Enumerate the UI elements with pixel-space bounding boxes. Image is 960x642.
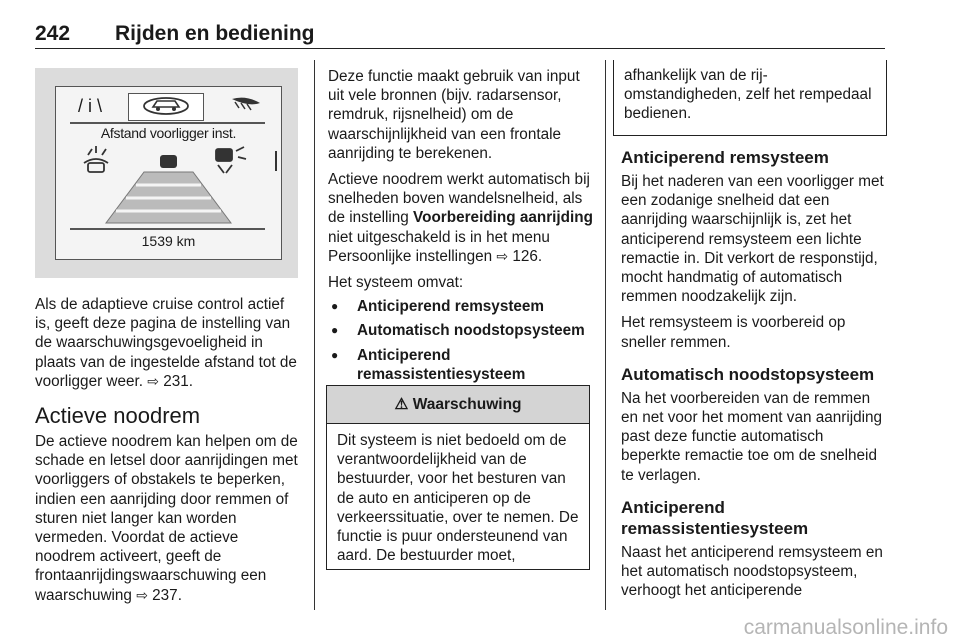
setting-name: Voorbereiding aanrijding	[413, 209, 593, 227]
column-divider-1	[314, 60, 315, 610]
heading-anticiperend-remsysteem: Anticiperend remsysteem	[621, 148, 829, 167]
list-item: ● Anticiperend remassistentiesysteem	[328, 346, 594, 384]
instrument-display-figure	[35, 68, 298, 278]
paragraph: Het remsysteem is voorbereid op sneller remmen.	[621, 314, 846, 351]
column-2	[328, 67, 594, 390]
actieve-noodrem-paragraph: De actieve noodrem kan helpen om de schade en letsel door aanrijdingen met voorliggers of obstakels te beperken, indien een aanrijding door remmen of sturen niet langer kan worden vermeden. Voordat de actieve noodrem activeert, geeft de frontaanrijdingswaarschuwing een waarschuwing ⇨ 237.	[35, 433, 298, 604]
warning-box	[326, 385, 590, 570]
car-distance-tab-icon	[128, 93, 204, 121]
page-number: 242	[35, 22, 71, 45]
page-ref-icon: ⇨	[147, 372, 159, 389]
warning-box-continued	[613, 60, 887, 136]
odometer-readout: 1539 km	[141, 233, 196, 249]
column-divider-2	[605, 60, 606, 610]
warning-header	[327, 386, 589, 424]
display-tabs	[56, 93, 281, 121]
heading-automatisch-noodstopsysteem: Automatisch noodstopsysteem	[621, 364, 875, 384]
page-header	[35, 18, 885, 48]
list-item: ● Automatisch noodstopsysteem	[328, 321, 594, 340]
warning-text: Dit systeem is niet bedoeld om de verantwoordelijkheid van de bestuurder, voor het besturen van de auto en anticiperen op de verkeerssituatie, over te nemen. De functie is puur ondersteunend van aard. De bestuurder moet,	[337, 432, 579, 565]
column-1	[35, 295, 300, 612]
display-label: Afstand voorligger inst.	[100, 125, 237, 141]
distance-graphic-icon	[56, 145, 281, 229]
display-divider-top	[70, 122, 265, 124]
column-3	[621, 147, 887, 607]
paragraph: Naast het anticiperend remsysteem en het automatisch noodstopsysteem, verhoogt het anticiperende	[621, 543, 883, 600]
display-screen	[55, 86, 282, 260]
warning-triangle-icon: ⚠	[394, 396, 409, 413]
system-intro: Het systeem omvat:	[328, 274, 464, 292]
watermark: carmanualsonline.info	[743, 616, 948, 639]
paragraph: Bij het naderen van een voorligger met een zodanige snelheid dat een aanrijding waarschijnlijk is, zet het anticiperend remsysteem een lichte remactie in. Dit verkort de responstijd, mocht handmatig of automatisch remmen noodzakelijk zijn.	[621, 173, 884, 306]
page-ref-icon: ⇨	[136, 586, 148, 603]
system-list	[328, 297, 594, 384]
section-heading-actieve-noodrem: Actieve noodrem	[35, 403, 201, 429]
paragraph: Na het voorbereiden van de remmen en net voor het moment van aanrijding past deze functie automatisch beperkte remactie toe om de snelheid te verlagen.	[621, 389, 883, 484]
info-tab-icon: / i \	[77, 96, 102, 116]
intro-paragraph: Als de adaptieve cruise control actief is, geeft deze pagina de instelling van de waarschuwingsgevoeligheid in plaats van de ingestelde afstand tot de voorligger weer. ⇨ 231.	[35, 296, 297, 390]
function-paragraph: Deze functie maakt gebruik van input uit vele bronnen (bijv. radarsensor, remdruk, rijsnelheid) om de waarschijnlijkheid van een frontale aanrijding te berekenen.	[328, 68, 580, 162]
chapter-title: Rijden en bediening	[115, 22, 315, 45]
warning-title: Waarschuwing	[412, 396, 522, 413]
page-ref-icon: ⇨	[496, 247, 509, 264]
warning-text-continued: afhankelijk van de rij-omstandigheden, zelf het rempedaal bedienen.	[624, 67, 872, 123]
activation-paragraph: Actieve noodrem werkt automatisch bij snelheden boven wandelsnelheid, als de instelling Voorbereiding aanrijding niet uitgeschakeld is in het menu Persoonlijke instellingen ⇨ 126.	[328, 171, 593, 265]
header-rule	[35, 48, 885, 49]
wiper-tab-icon	[221, 93, 271, 119]
heading-anticiperend-remassistentiesysteem: Anticiperend remassistentiesysteem	[621, 497, 809, 538]
list-item: ● Anticiperend remsysteem	[328, 297, 594, 316]
